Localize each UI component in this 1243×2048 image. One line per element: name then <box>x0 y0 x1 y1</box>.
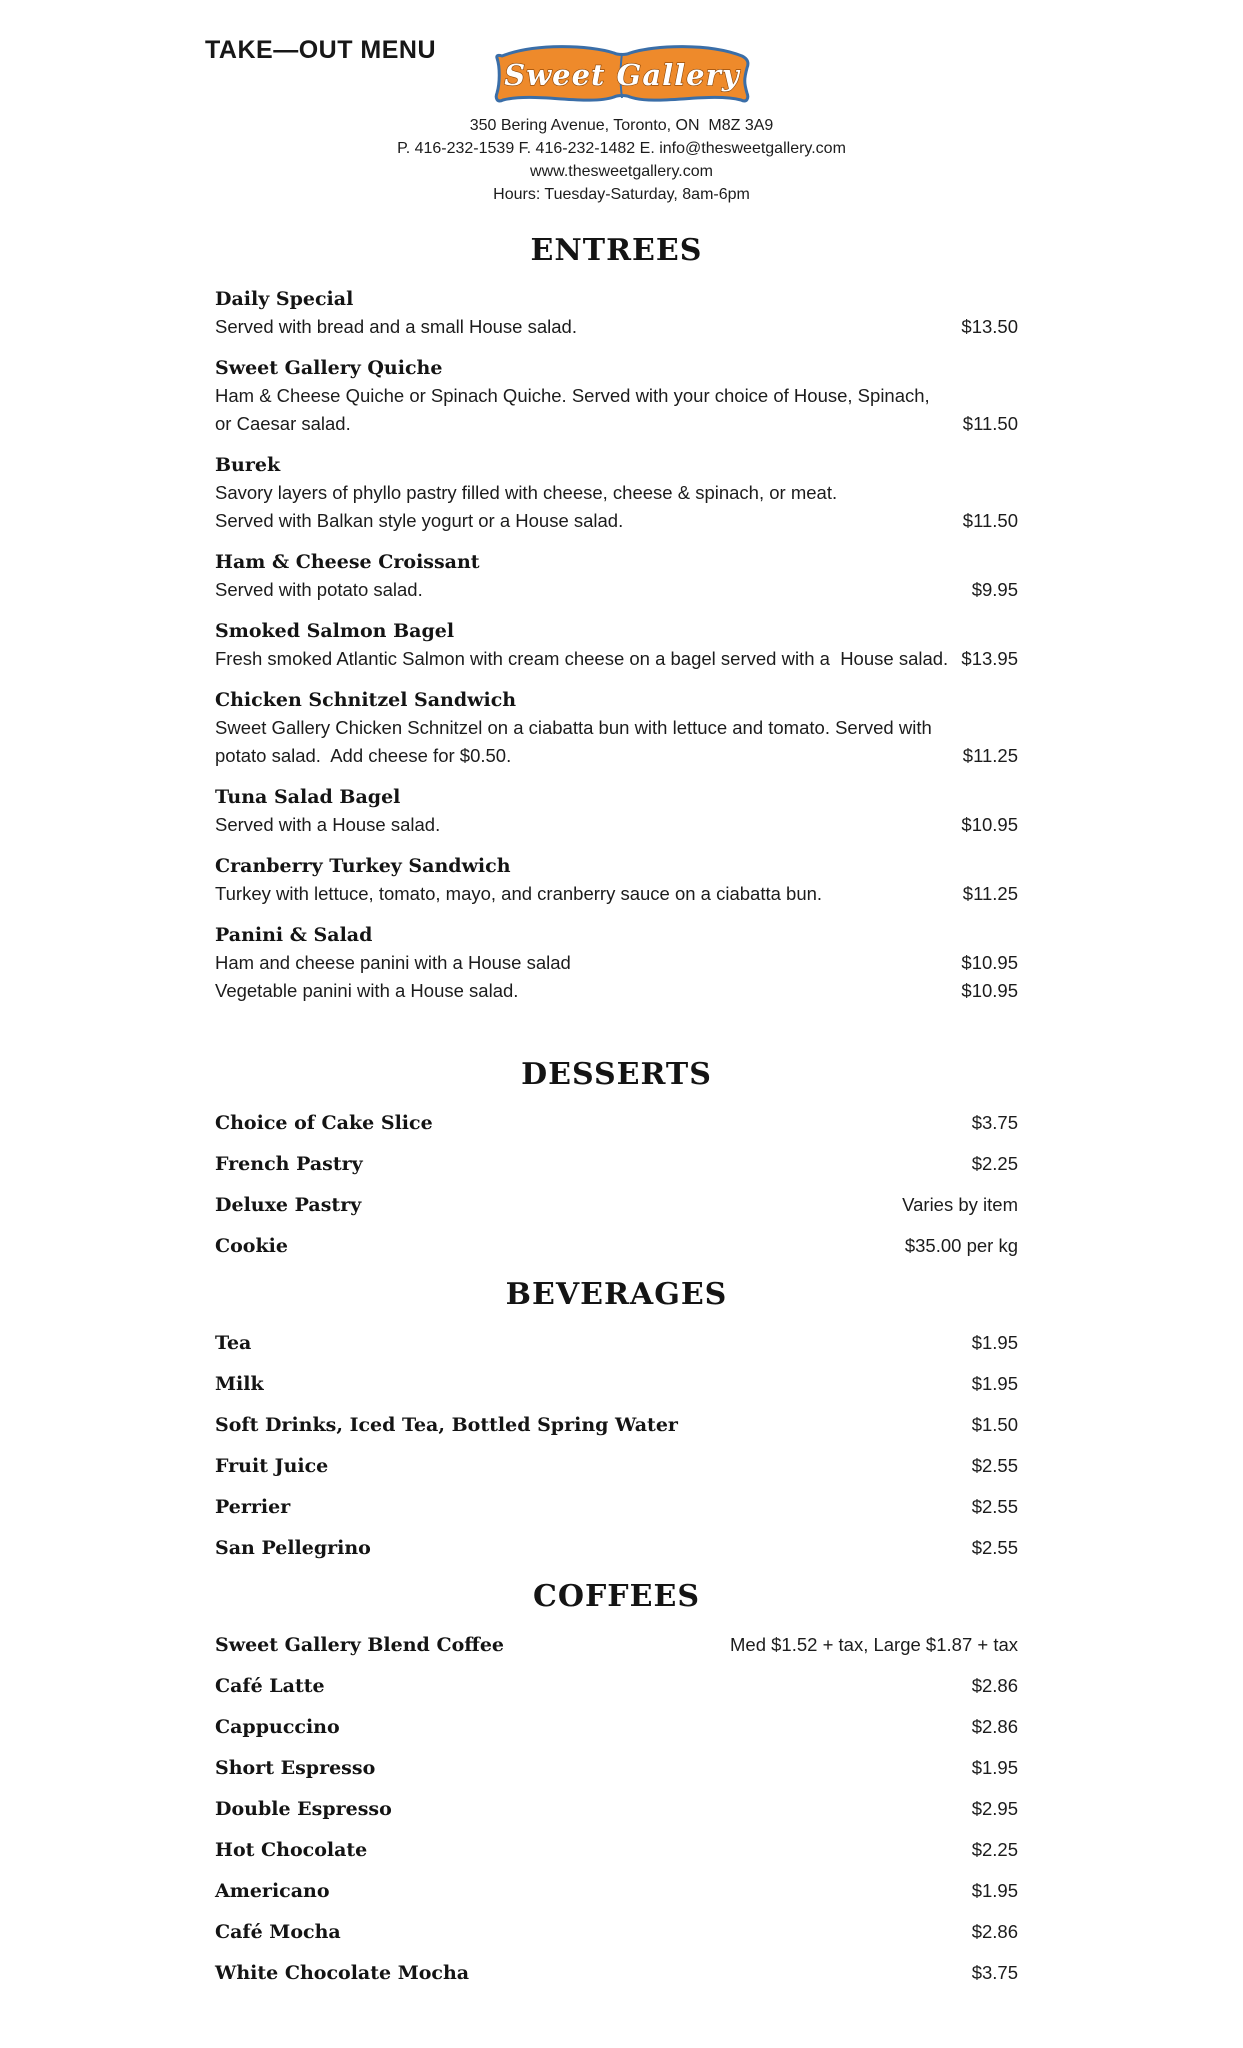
menu-item-price: $10.95 <box>961 814 1018 835</box>
menu-item <box>215 1109 1018 1137</box>
menu-item-description-line <box>215 645 1018 673</box>
menu-item-header <box>215 285 1018 313</box>
menu-item-name: Burek <box>215 454 281 476</box>
menu-item-header <box>215 1877 1018 1905</box>
section-items <box>215 285 1018 1005</box>
menu-item-price: $2.86 <box>971 1921 1018 1942</box>
menu-item-name: San Pellegrino <box>215 1537 371 1559</box>
menu-item-name: Perrier <box>215 1496 291 1518</box>
menu-item-description-line <box>215 811 1018 839</box>
menu-item-header <box>215 1452 1018 1480</box>
menu-item-price: $3.75 <box>971 1962 1018 1983</box>
menu-item <box>215 1836 1018 1864</box>
menu-item <box>215 1754 1018 1782</box>
menu-item-header <box>215 783 1018 811</box>
menu-section <box>215 1053 1018 1260</box>
menu-item <box>215 1534 1018 1562</box>
menu-item-name: Chicken Schnitzel Sandwich <box>215 689 517 711</box>
menu-item <box>215 548 1018 604</box>
menu-item-price: $2.55 <box>971 1455 1018 1476</box>
website-line: www.thesweetgallery.com <box>530 163 713 180</box>
menu-item-price: $2.55 <box>971 1537 1018 1558</box>
menu-item-header <box>215 852 1018 880</box>
menu-item <box>215 1959 1018 1987</box>
description-text: potato salad. Add cheese for $0.50. <box>215 745 512 766</box>
menu-item-name: Café Mocha <box>215 1921 341 1943</box>
menu-item-name: Tea <box>215 1332 252 1354</box>
menu-item-name: White Chocolate Mocha <box>215 1962 470 1984</box>
menu-item-name: French Pastry <box>215 1153 363 1175</box>
menu-item <box>215 1918 1018 1946</box>
menu-item-name: Sweet Gallery Blend Coffee <box>215 1634 505 1656</box>
menu-item-description-line <box>215 576 1018 604</box>
menu-item <box>215 921 1018 1005</box>
description-text: Ham and cheese panini with a House salad <box>215 952 571 973</box>
menu-item-name: Sweet Gallery Quiche <box>215 357 443 379</box>
menu-item-name: Deluxe Pastry <box>215 1194 362 1216</box>
section-heading: ENTREES <box>530 233 703 268</box>
menu-item-header <box>215 548 1018 576</box>
menu-item-name: Tuna Salad Bagel <box>215 786 401 808</box>
menu-item-description-line <box>215 410 1018 438</box>
menu-section <box>215 1273 1018 1562</box>
menu-item-price: $35.00 per kg <box>904 1235 1018 1256</box>
menu-item <box>215 285 1018 341</box>
menu-item-description-line <box>215 507 1018 535</box>
menu-item <box>215 1411 1018 1439</box>
menu-item-description-line <box>215 313 1018 341</box>
menu-item-description-line <box>215 479 1018 507</box>
menu-item-description-line <box>215 949 1018 977</box>
menu-item <box>215 1452 1018 1480</box>
menu-item-price: $10.95 <box>961 980 1018 1001</box>
menu-item-header <box>215 1534 1018 1562</box>
menu-item-name: Cappuccino <box>215 1716 340 1738</box>
menu-item-header <box>215 1713 1018 1741</box>
menu-item-header <box>215 1672 1018 1700</box>
menu-item-name: Milk <box>215 1373 264 1395</box>
menu-item <box>215 686 1018 770</box>
menu-item-price: Varies by item <box>902 1194 1018 1215</box>
description-text: Served with a House salad. <box>215 814 441 835</box>
menu-item-header <box>215 1191 1018 1219</box>
menu-item-price: $1.95 <box>971 1332 1018 1353</box>
menu-item <box>215 1370 1018 1398</box>
menu-item <box>215 1877 1018 1905</box>
menu-item-header <box>215 686 1018 714</box>
menu-item <box>215 354 1018 438</box>
logo-text: Sweet Gallery <box>503 58 740 92</box>
section-heading: COFFEES <box>532 1579 700 1614</box>
description-text: Served with potato salad. <box>215 579 423 600</box>
menu-item <box>215 1713 1018 1741</box>
menu-item-price: $1.95 <box>971 1373 1018 1394</box>
menu-item <box>215 1672 1018 1700</box>
menu-item-header <box>215 1631 1018 1659</box>
menu-item-name: Fruit Juice <box>215 1455 329 1477</box>
section-items <box>215 1329 1018 1562</box>
description-text: Fresh smoked Atlantic Salmon with cream cheese on a bagel served with a House salad. <box>215 648 949 669</box>
menu-item-price: $3.75 <box>971 1112 1018 1133</box>
menu-item-price: Med $1.52 + tax, Large $1.87 + tax <box>730 1634 1018 1655</box>
description-text: Ham & Cheese Quiche or Spinach Quiche. Served with your choice of House, Spinach, <box>215 385 930 406</box>
menu-item-header <box>215 1754 1018 1782</box>
menu-item <box>215 1795 1018 1823</box>
menu-item-header <box>215 1959 1018 1987</box>
menu-item-header <box>215 1150 1018 1178</box>
section-items <box>215 1631 1018 1987</box>
menu-item <box>215 1631 1018 1659</box>
menu-item-name: Double Espresso <box>215 1798 392 1820</box>
description-text: Sweet Gallery Chicken Schnitzel on a ciabatta bun with lettuce and tomato. Served with <box>215 717 932 738</box>
menu-item-price: $11.50 <box>962 510 1018 531</box>
menu-item-name: Daily Special <box>215 288 354 310</box>
menu-item-header <box>215 1836 1018 1864</box>
menu-item-name: Café Latte <box>215 1675 325 1697</box>
menu-section <box>215 1575 1018 1987</box>
menu-item-price: $9.95 <box>971 579 1018 600</box>
menu-item-name: Short Espresso <box>215 1757 376 1779</box>
menu-sections <box>215 0 1018 2000</box>
menu-item-header <box>215 451 1018 479</box>
menu-item <box>215 1329 1018 1357</box>
menu-item-name: Cranberry Turkey Sandwich <box>215 855 511 877</box>
description-text: Savory layers of phyllo pastry filled with cheese, cheese & spinach, or meat. <box>215 482 838 503</box>
menu-item-header <box>215 1493 1018 1521</box>
menu-item <box>215 1150 1018 1178</box>
menu-item-name: Choice of Cake Slice <box>215 1112 433 1134</box>
menu-item-price: $1.95 <box>971 1880 1018 1901</box>
menu-item-name: Panini & Salad <box>215 924 373 946</box>
address-line: 350 Bering Avenue, Toronto, ON M8Z 3A9 <box>469 117 774 134</box>
menu-item-name: Ham & Cheese Croissant <box>215 551 480 573</box>
menu-item-price: $2.55 <box>971 1496 1018 1517</box>
menu-item-price: $11.50 <box>962 413 1018 434</box>
menu-item-name: Hot Chocolate <box>215 1839 368 1861</box>
menu-item <box>215 1232 1018 1260</box>
menu-item-price: $13.95 <box>961 648 1018 669</box>
menu-item-header <box>215 1370 1018 1398</box>
section-heading: DESSERTS <box>521 1057 712 1092</box>
menu-item-description-line <box>215 977 1018 1005</box>
section-heading: BEVERAGES <box>505 1277 728 1312</box>
menu-item-description-line <box>215 714 1018 742</box>
description-text: or Caesar salad. <box>215 413 351 434</box>
menu-item <box>215 617 1018 673</box>
menu-item-header <box>215 354 1018 382</box>
description-text: Served with Balkan style yogurt or a House salad. <box>215 510 624 531</box>
menu-item-price: $13.50 <box>961 316 1018 337</box>
menu-item <box>215 1493 1018 1521</box>
menu-item-price: $11.25 <box>962 745 1018 766</box>
menu-item-description-line <box>215 382 1018 410</box>
menu-item-description-line <box>215 742 1018 770</box>
menu-item-header <box>215 617 1018 645</box>
menu-item <box>215 852 1018 908</box>
menu-item-price: $11.25 <box>962 883 1018 904</box>
menu-item-price: $1.95 <box>971 1757 1018 1778</box>
menu-item <box>215 783 1018 839</box>
description-text: Served with bread and a small House salad. <box>215 316 577 337</box>
menu-item-header <box>215 1232 1018 1260</box>
menu-item-name: Soft Drinks, Iced Tea, Bottled Spring Water <box>215 1414 678 1436</box>
menu-item-header <box>215 1918 1018 1946</box>
contact-line: P. 416-232-1539 F. 416-232-1482 E. info@thesweetgallery.com <box>397 140 846 157</box>
menu-item-price: $2.25 <box>971 1153 1018 1174</box>
menu-item <box>215 451 1018 535</box>
menu-item-description-line <box>215 880 1018 908</box>
menu-item-price: $1.50 <box>971 1414 1018 1435</box>
hours-line: Hours: Tuesday-Saturday, 8am-6pm <box>493 186 750 203</box>
menu-item-price: $10.95 <box>961 952 1018 973</box>
section-items <box>215 1109 1018 1260</box>
menu-item-header <box>215 921 1018 949</box>
menu-item-header <box>215 1411 1018 1439</box>
description-text: Turkey with lettuce, tomato, mayo, and cranberry sauce on a ciabatta bun. <box>215 883 823 904</box>
menu-item-header <box>215 1795 1018 1823</box>
menu-item-header <box>215 1109 1018 1137</box>
menu-item-header <box>215 1329 1018 1357</box>
menu-item <box>215 1191 1018 1219</box>
description-text: Vegetable panini with a House salad. <box>215 980 519 1001</box>
menu-item-name: Smoked Salmon Bagel <box>215 620 455 642</box>
page-title: TAKE—OUT MENU <box>205 36 437 64</box>
menu-item-price: $2.25 <box>971 1839 1018 1860</box>
menu-item-name: Americano <box>215 1880 330 1902</box>
menu-item-name: Cookie <box>215 1235 288 1257</box>
menu-item-price: $2.86 <box>971 1675 1018 1696</box>
menu-section <box>215 229 1018 1005</box>
menu-item-price: $2.95 <box>971 1798 1018 1819</box>
menu-item-price: $2.86 <box>971 1716 1018 1737</box>
